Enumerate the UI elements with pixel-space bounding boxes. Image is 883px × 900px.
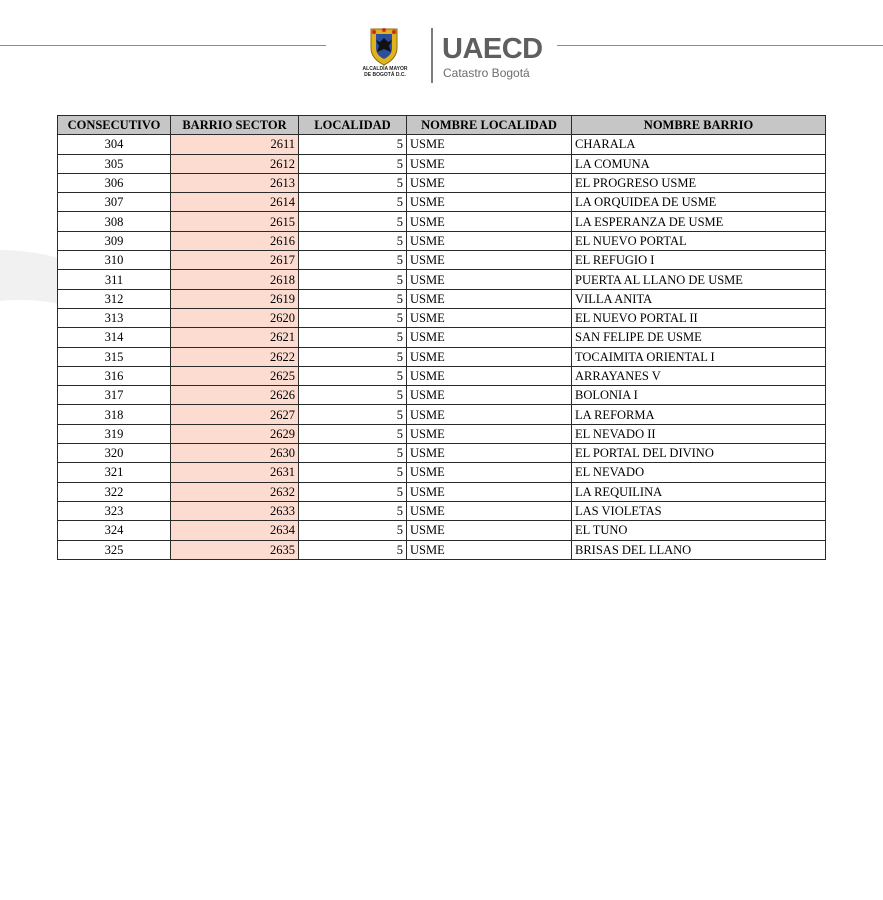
brand-subtitle: Catastro Bogotá (443, 66, 530, 80)
crest-caption (356, 66, 414, 78)
table-row (58, 135, 826, 154)
barrio-sector-cell: 2620 (171, 308, 299, 327)
nombre-barrio-cell: EL TUNO (572, 521, 826, 540)
consecutivo-cell: 313 (58, 308, 171, 327)
localidad-cell: 5 (299, 193, 407, 212)
localidad-cell: 5 (299, 386, 407, 405)
table-row (58, 212, 826, 231)
column-header-nombre-barrio: NOMBRE BARRIO (572, 116, 826, 135)
localidad-cell: 5 (299, 289, 407, 308)
nombre-localidad-cell: USME (407, 231, 572, 250)
localidad-cell: 5 (299, 501, 407, 520)
nombre-localidad-cell: USME (407, 444, 572, 463)
localidad-cell: 5 (299, 521, 407, 540)
table-row (58, 521, 826, 540)
nombre-localidad-cell: USME (407, 135, 572, 154)
barrio-sector-cell: 2613 (171, 173, 299, 192)
barrio-sector-cell: 2612 (171, 154, 299, 173)
header-logo-block (356, 26, 556, 86)
consecutivo-cell: 319 (58, 424, 171, 443)
barrio-sector-cell: 2615 (171, 212, 299, 231)
nombre-barrio-cell: EL NEVADO (572, 463, 826, 482)
nombre-localidad-cell: USME (407, 386, 572, 405)
nombre-barrio-cell: LAS VIOLETAS (572, 501, 826, 520)
barrio-sector-cell: 2627 (171, 405, 299, 424)
nombre-barrio-cell: EL NUEVO PORTAL II (572, 308, 826, 327)
column-header-localidad: LOCALIDAD (299, 116, 407, 135)
localidad-cell: 5 (299, 463, 407, 482)
barrio-sector-cell: 2634 (171, 521, 299, 540)
barrio-sector-cell: 2619 (171, 289, 299, 308)
consecutivo-cell: 310 (58, 251, 171, 270)
localidad-cell: 5 (299, 308, 407, 327)
consecutivo-cell: 306 (58, 173, 171, 192)
nombre-localidad-cell: USME (407, 347, 572, 366)
consecutivo-cell: 323 (58, 501, 171, 520)
barrio-sector-cell: 2617 (171, 251, 299, 270)
barrio-sector-cell: 2611 (171, 135, 299, 154)
localidad-cell: 5 (299, 154, 407, 173)
barrio-sector-cell: 2633 (171, 501, 299, 520)
nombre-barrio-cell: TOCAIMITA ORIENTAL I (572, 347, 826, 366)
nombre-barrio-cell: EL PROGRESO USME (572, 173, 826, 192)
nombre-localidad-cell: USME (407, 482, 572, 501)
nombre-localidad-cell: USME (407, 193, 572, 212)
crest-caption-line1: ALCALDÍA MAYOR (362, 66, 408, 72)
consecutivo-cell: 311 (58, 270, 171, 289)
nombre-barrio-cell: LA COMUNA (572, 154, 826, 173)
nombre-barrio-cell: EL NEVADO II (572, 424, 826, 443)
table-row (58, 463, 826, 482)
nombre-barrio-cell: PUERTA AL LLANO DE USME (572, 270, 826, 289)
consecutivo-cell: 322 (58, 482, 171, 501)
nombre-barrio-cell: BOLONIA I (572, 386, 826, 405)
column-header-consecutivo: CONSECUTIVO (58, 116, 171, 135)
nombre-barrio-cell: BRISAS DEL LLANO (572, 540, 826, 559)
nombre-barrio-cell: CHARALA (572, 135, 826, 154)
consecutivo-cell: 307 (58, 193, 171, 212)
barrio-sector-cell: 2616 (171, 231, 299, 250)
consecutivo-cell: 312 (58, 289, 171, 308)
table-row (58, 154, 826, 173)
nombre-localidad-cell: USME (407, 501, 572, 520)
nombre-localidad-cell: USME (407, 212, 572, 231)
table-row (58, 540, 826, 559)
barrio-sector-cell: 2630 (171, 444, 299, 463)
crest-caption-line2: DE BOGOTÁ D.C. (364, 72, 406, 78)
nombre-localidad-cell: USME (407, 328, 572, 347)
table-row (58, 173, 826, 192)
nombre-barrio-cell: EL NUEVO PORTAL (572, 231, 826, 250)
localidad-cell: 5 (299, 482, 407, 501)
table-row (58, 231, 826, 250)
table-row (58, 366, 826, 385)
nombre-localidad-cell: USME (407, 424, 572, 443)
barrio-sector-cell: 2622 (171, 347, 299, 366)
brand-name: UAECD (442, 33, 543, 65)
consecutivo-cell: 316 (58, 366, 171, 385)
localidad-cell: 5 (299, 444, 407, 463)
consecutivo-cell: 315 (58, 347, 171, 366)
table-row (58, 251, 826, 270)
table-row (58, 501, 826, 520)
table-row (58, 193, 826, 212)
table-row (58, 328, 826, 347)
consecutivo-cell: 308 (58, 212, 171, 231)
nombre-localidad-cell: USME (407, 521, 572, 540)
table-row (58, 405, 826, 424)
logo-divider (431, 28, 433, 83)
consecutivo-cell: 304 (58, 135, 171, 154)
nombre-localidad-cell: USME (407, 405, 572, 424)
consecutivo-cell: 321 (58, 463, 171, 482)
barrio-sector-cell: 2629 (171, 424, 299, 443)
barrio-sector-cell: 2618 (171, 270, 299, 289)
nombre-barrio-cell: ARRAYANES V (572, 366, 826, 385)
header-rule-right (557, 45, 883, 46)
column-header-nombre-localidad: NOMBRE LOCALIDAD (407, 116, 572, 135)
localidad-cell: 5 (299, 366, 407, 385)
nombre-barrio-cell: LA ORQUIDEA DE USME (572, 193, 826, 212)
nombre-localidad-cell: USME (407, 308, 572, 327)
table-row (58, 308, 826, 327)
localidad-cell: 5 (299, 231, 407, 250)
barrio-sector-cell: 2621 (171, 328, 299, 347)
localidad-cell: 5 (299, 212, 407, 231)
barrio-sector-cell: 2626 (171, 386, 299, 405)
nombre-localidad-cell: USME (407, 173, 572, 192)
localidad-cell: 5 (299, 173, 407, 192)
barrio-sector-cell: 2632 (171, 482, 299, 501)
table-row (58, 444, 826, 463)
nombre-barrio-cell: LA REFORMA (572, 405, 826, 424)
nombre-barrio-cell: VILLA ANITA (572, 289, 826, 308)
header-rule-left (0, 45, 326, 46)
table-row (58, 270, 826, 289)
table-row (58, 386, 826, 405)
localidad-cell: 5 (299, 270, 407, 289)
nombre-localidad-cell: USME (407, 154, 572, 173)
localidad-cell: 5 (299, 405, 407, 424)
localidad-cell: 5 (299, 251, 407, 270)
consecutivo-cell: 314 (58, 328, 171, 347)
localidad-cell: 5 (299, 540, 407, 559)
nombre-barrio-cell: LA ESPERANZA DE USME (572, 212, 826, 231)
localidad-cell: 5 (299, 328, 407, 347)
localidad-cell: 5 (299, 135, 407, 154)
table-row (58, 424, 826, 443)
consecutivo-cell: 320 (58, 444, 171, 463)
nombre-barrio-cell: SAN FELIPE DE USME (572, 328, 826, 347)
nombre-localidad-cell: USME (407, 540, 572, 559)
localidad-cell: 5 (299, 424, 407, 443)
barrio-sector-cell: 2625 (171, 366, 299, 385)
barrios-table (57, 115, 826, 560)
consecutivo-cell: 309 (58, 231, 171, 250)
nombre-localidad-cell: USME (407, 251, 572, 270)
nombre-barrio-cell: EL REFUGIO I (572, 251, 826, 270)
consecutivo-cell: 305 (58, 154, 171, 173)
nombre-localidad-cell: USME (407, 463, 572, 482)
table-header-row (58, 116, 826, 135)
table-row (58, 347, 826, 366)
nombre-barrio-cell: LA REQUILINA (572, 482, 826, 501)
nombre-localidad-cell: USME (407, 289, 572, 308)
consecutivo-cell: 317 (58, 386, 171, 405)
nombre-barrio-cell: EL PORTAL DEL DIVINO (572, 444, 826, 463)
table-row (58, 289, 826, 308)
nombre-localidad-cell: USME (407, 366, 572, 385)
barrio-sector-cell: 2635 (171, 540, 299, 559)
column-header-barrio-sector: BARRIO SECTOR (171, 116, 299, 135)
consecutivo-cell: 325 (58, 540, 171, 559)
barrio-sector-cell: 2614 (171, 193, 299, 212)
table-body (58, 135, 826, 560)
table-row (58, 482, 826, 501)
bogota-crest-icon (369, 26, 399, 66)
barrio-sector-cell: 2631 (171, 463, 299, 482)
consecutivo-cell: 324 (58, 521, 171, 540)
localidad-cell: 5 (299, 347, 407, 366)
consecutivo-cell: 318 (58, 405, 171, 424)
nombre-localidad-cell: USME (407, 270, 572, 289)
